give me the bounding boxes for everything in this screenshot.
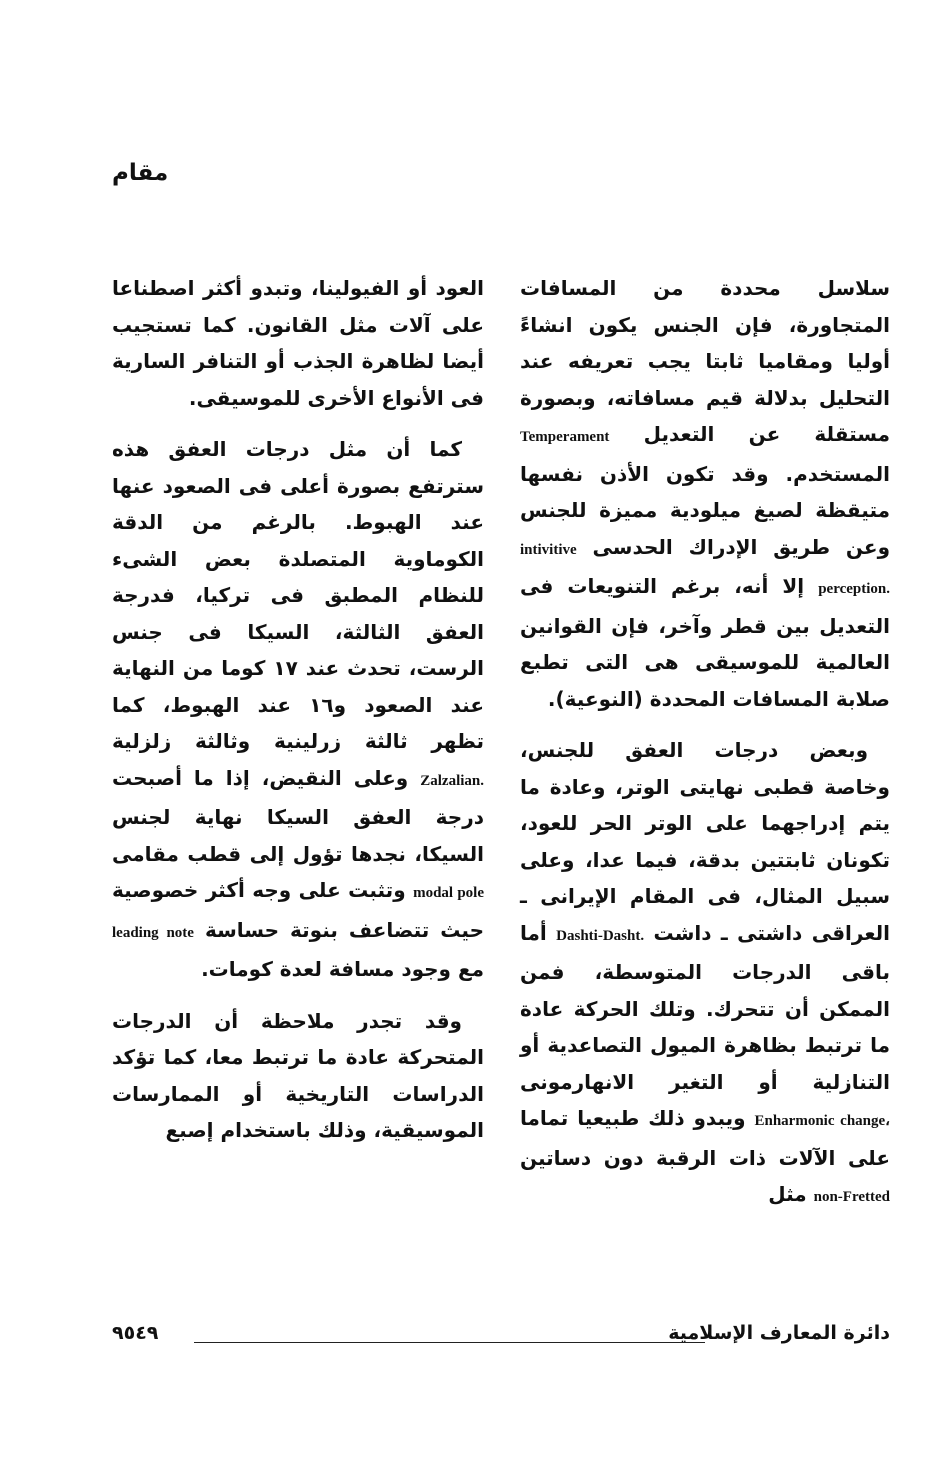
text-run: سلاسل محددة من المسافات المتجاورة، فإن الجنس يكون انشاءً أوليا ومقاميا ثابتا يجب تعريفه عند التحليل بدلالة قيم مسافاته، وبصورة مستقلة عن التعديل (520, 276, 891, 446)
latin-term: Zalzalian. (420, 772, 484, 789)
text-run: وبعض درجات العفق للجنس، وخاصة قطبى نهايتى الوتر، وعادة ما يتم إدراجهما على الوتر الحر للعود، تكونان ثابتتين بدقة، فيما عدا، وعلى سبيل المثال، فى المقام الإيرانى ـ العراقى داشتى ـ داشت (520, 738, 891, 945)
latin-term: leading note (112, 924, 194, 941)
text-run: إلا أنه، برغم التنويعات فى التعديل بين قطر وآخر، فإن القوانين العالمية للموسيقى هى التى تطبع صلابة المسافات المحددة (النوعية). (520, 574, 890, 711)
latin-term: Temperament (520, 429, 610, 445)
text-run: المستخدم. وقد تكون الأذن نفسها متيقظة لصيغ ميلودية مميزة للجنس وعن طريق الإدراك الحدسى (520, 461, 890, 559)
left-text-column (112, 270, 484, 1164)
text-run: مع وجود مسافة لعدة كومات. (201, 957, 484, 981)
page-footer (112, 1322, 890, 1352)
paragraph (112, 1003, 484, 1149)
paragraph (112, 431, 484, 988)
text-run: أما باقى الدرجات المتوسطة، فمن الممكن أن تتحرك. وتلك الحركة عادة ما ترتبط بظاهرة الميول التصاعدية أو التنازلية أو التغير الانهارمونى (520, 920, 890, 1094)
text-run: العود أو الفيولينا، وتبدو أكثر اصطناعا على آلات مثل القانون. كما تستجيب أيضا لظاهرة الجذب أو التنافر السارية فى الأنواع الأخرى للموسيقى. (112, 276, 484, 410)
text-run: وتثبت على وجه أكثر خصوصية حيث تتضاعف بنوتة حساسة (112, 878, 484, 942)
footer-rule (194, 1342, 705, 1343)
text-run: وقد تجدر ملاحظة أن الدرجات المتحركة عادة ما ترتبط معا، كما تؤكد الدراسات التاريخية أو الممارسات الموسيقية، وذلك باستخدام إصبع (112, 1008, 484, 1142)
latin-term: Enharmonic change، (754, 1113, 891, 1129)
paragraph (520, 732, 890, 1216)
paragraph (112, 270, 484, 416)
running-header: مقام (112, 160, 169, 186)
text-run: كما أن مثل درجات العفق هذه سترتفع بصورة أعلى فى الصعود عنها عند الهبوط. بالرغم من الدقة الكوماوية المتصلدة بعض الشىء للنظام المطبق فى تركيا، فدرجة العفق الثالثة، السيكا فى جنس الرست، تحدث عند ١٧ كوما من النهاية عند الصعود و١٦ عند الهبوط، كما تظهر ثالثة زرلينية وثالثة زلزلية (112, 437, 484, 753)
right-text-column (520, 270, 890, 1231)
encyclopedia-title: دائرة المعارف الإسلامية (668, 1322, 890, 1344)
page-number: ٩٥٤٩ (112, 1322, 159, 1344)
latin-term: intivitive perception. (520, 541, 890, 597)
paragraph (520, 270, 890, 717)
text-run: مثل (768, 1182, 807, 1206)
text-run: وعلى النقيض، إذا ما أصبحت درجة العفق السيكا نهاية لجنس السيكا، نجدها تؤول إلى قطب مقامى (112, 765, 484, 866)
text-run: ويبدو ذلك طبيعيا تماما على الآلات ذات الرقبة دون دساتين (520, 1106, 890, 1170)
latin-term: Dashti-Dasht. (556, 927, 645, 944)
latin-term: modal pole (413, 885, 484, 901)
latin-term: non-Fretted (813, 1189, 890, 1205)
